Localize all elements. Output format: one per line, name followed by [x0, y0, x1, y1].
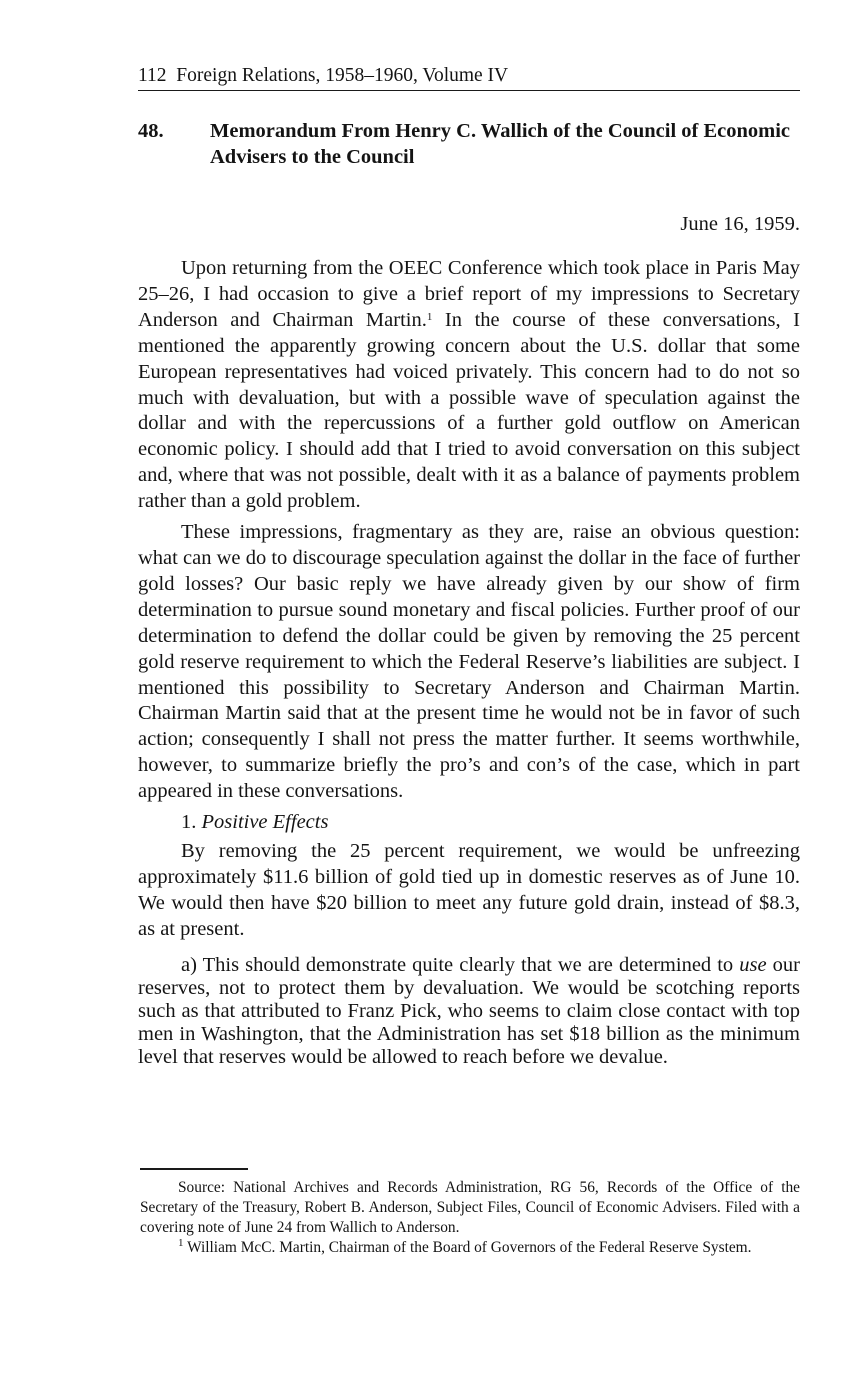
running-header: [138, 62, 800, 91]
page-number: 112: [138, 65, 167, 86]
paragraph-4: a) This should demonstrate quite clearly that we are determined to use our reserves, not to protect them by devaluation. We would be scotching reports such as that attributed to Franz Pick, who seems to claim close contact with top men in Washington, that the Administration has set $18 billion as the minimum level that reserves would be allowed to reach before we devalue.: [138, 953, 800, 1069]
footnotes: [140, 1178, 800, 1258]
source-note: Source: National Archives and Records Administration, RG 56, Records of the Office of the Secretary of the Treasury, Robert B. Anderson, Subject Files, Council of Economic Advisers. Filed with a covering note of June 24 from Wallich to Anderson.: [140, 1179, 800, 1236]
footnote-divider: [140, 1168, 248, 1170]
running-title: Foreign Relations, 1958–1960, Volume IV: [176, 65, 509, 86]
paragraph-1: Upon returning from the OEEC Conference which took place in Paris May 25–26, I had occasion to give a brief report of my impressions to Secretary Anderson and Chairman Martin.$^1$ In the course of these conversations, I mentioned the apparently growing concern about the U.S. dollar that some European representatives had voiced privately. This concern had to do not so much with devaluation, but with a possible wave of speculation against the dollar and with the repercussions of a further gold outflow on American economic policy. I should add that I tried to avoid conversation on this subject and, where that was not possible, dealt with it as a balance of payments problem rather than a gold problem.: [138, 257, 800, 513]
footnote-reference: 1: [426, 310, 433, 323]
paragraph-2: These impressions, fragmentary as they are, raise an obvious question: what can we do to discourage speculation against the dollar in the face of further gold losses? Our basic reply we have already given by our show of firm determination to pursue sound monetary and fiscal policies. Further proof of our determination to defend the dollar could be given by removing the 25 percent gold reserve requirement to which the Federal Reserve’s liabilities are subject. I mentioned this possibility to Secretary Anderson and Chairman Martin. Chairman Martin said that at the present time he would not be in favor of such action; consequently I shall not press the matter further. It seems worthwhile, however, to summarize briefly the pro’s and con’s of the case, which in part appeared in these conversations.: [138, 521, 800, 803]
document-number: 48.: [138, 120, 164, 142]
footnote-1: $^1$ William McC. Martin, Chairman of the Board of Governors of the Federal Reserve System.: [178, 1237, 752, 1256]
paragraph-3: By removing the 25 percent requirement, we would be unfreezing approximately $11.6 billion of gold tied up in domestic reserves as of June 10. We would then have $20 billion to meet any future gold drain, instead of $8.3, as at present.: [138, 839, 800, 940]
document-title: Memorandum From Henry C. Wallich of the Council of Economic Advisers to the Council: [210, 120, 791, 168]
footnote-marker: 1: [178, 1237, 184, 1249]
section-heading: 1. Positive Effects: [181, 811, 329, 834]
document-body: [138, 256, 800, 1075]
document-heading: [138, 118, 800, 170]
document-date: June 16, 1959.: [680, 213, 800, 235]
emphasis-text: use: [739, 953, 767, 976]
section-title: Positive Effects: [201, 811, 329, 834]
